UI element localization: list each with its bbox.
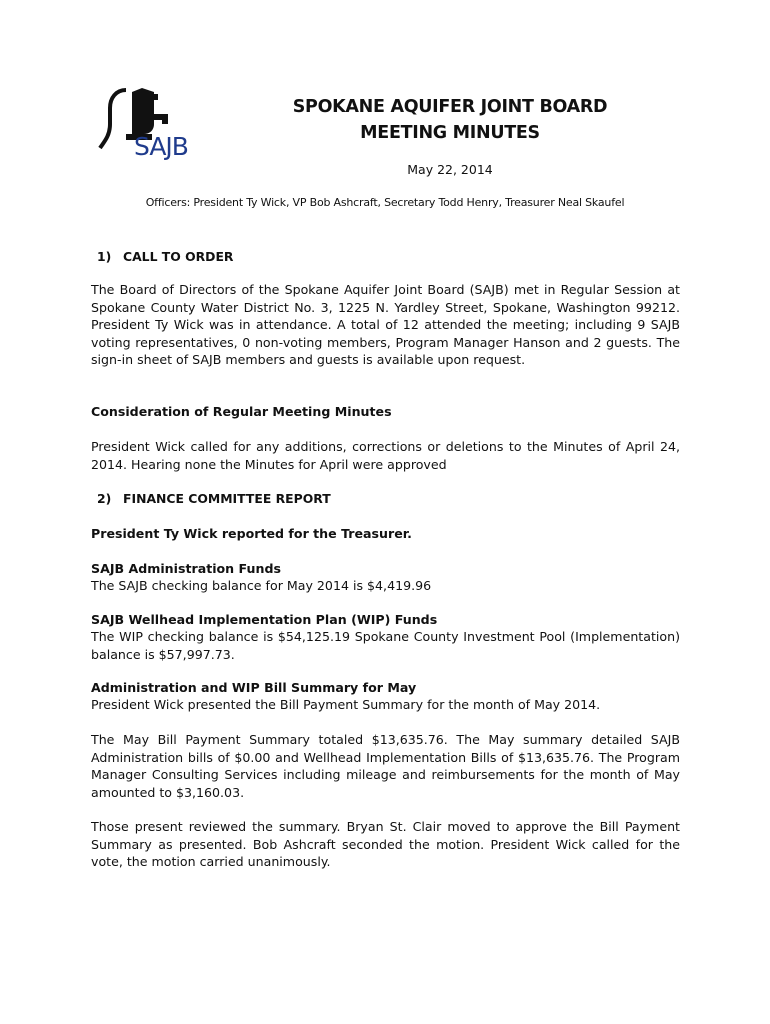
sajb-logo [96,84,211,164]
minutes-paragraph: President Wick called for any additions, corrections or deletions to the Minutes of April 24, 2014. Hearing none the Minutes for April were approved [91,439,680,472]
meeting-date: May 22, 2014 [407,162,493,177]
section-2-number: 2) [97,491,112,506]
section-2-title: FINANCE COMMITTEE REPORT [123,491,331,506]
wip-funds-text: The WIP checking balance is $54,125.19 Spokane County Investment Pool (Implementation) balance is $57,997.73. [91,629,680,662]
motion-paragraph: Those present reviewed the summary. Bryan St. Clair moved to approve the Bill Payment Summary as presented. Bob Ashcraft seconded the motion. President Wick called for the vote, the motion carried unanimously. [91,819,680,870]
bill-summary-text: President Wick presented the Bill Payment Summary for the month of May 2014. [91,697,601,712]
treasurer-report-line: President Ty Wick reported for the Treasurer. [91,526,412,541]
section-1-number: 1) [97,249,112,264]
call-to-order-paragraph: The Board of Directors of the Spokane Aquifer Joint Board (SAJB) met in Regular Session at Spokane County Water District No. 3, 1225 N. Yardley Street, Spokane, Washington 99212. President Ty Wick was in attendance. A total of 12 attended the meeting; including 9 SAJB voting representatives, 0 non-voting members, Program Manager Hanson and 2 guests. The sign-in sheet of SAJB members and guests is available upon request. [91,282,680,368]
admin-funds-heading: SAJB Administration Funds [91,561,281,576]
page-title: SPOKANE AQUIFER JOINT BOARD [292,97,608,117]
section-1-heading [97,248,686,266]
officers-line: Officers: President Ty Wick, VP Bob Ashcraft, Secretary Todd Henry, Treasurer Neal Skaufel [145,196,625,209]
bill-summary-heading: Administration and WIP Bill Summary for May [91,680,417,695]
bill-total-paragraph: The May Bill Payment Summary totaled $13,635.76. The May summary detailed SAJB Administration bills of $0.00 and Wellhead Implementation Bills of $13,635.76. The Program Manager Consulting Services including mileage and reimbursements for the month of May amounted to $3,160.03. [91,732,680,800]
logo-text: SAJB [134,132,188,161]
minutes-heading: Consideration of Regular Meeting Minutes [91,404,392,419]
section-2-heading [97,490,686,508]
section-1-title: CALL TO ORDER [123,249,234,264]
admin-funds-text: The SAJB checking balance for May 2014 is $4,419.96 [91,578,432,593]
page-subtitle: MEETING MINUTES [360,123,540,143]
wip-funds-heading: SAJB Wellhead Implementation Plan (WIP) Funds [91,612,438,627]
